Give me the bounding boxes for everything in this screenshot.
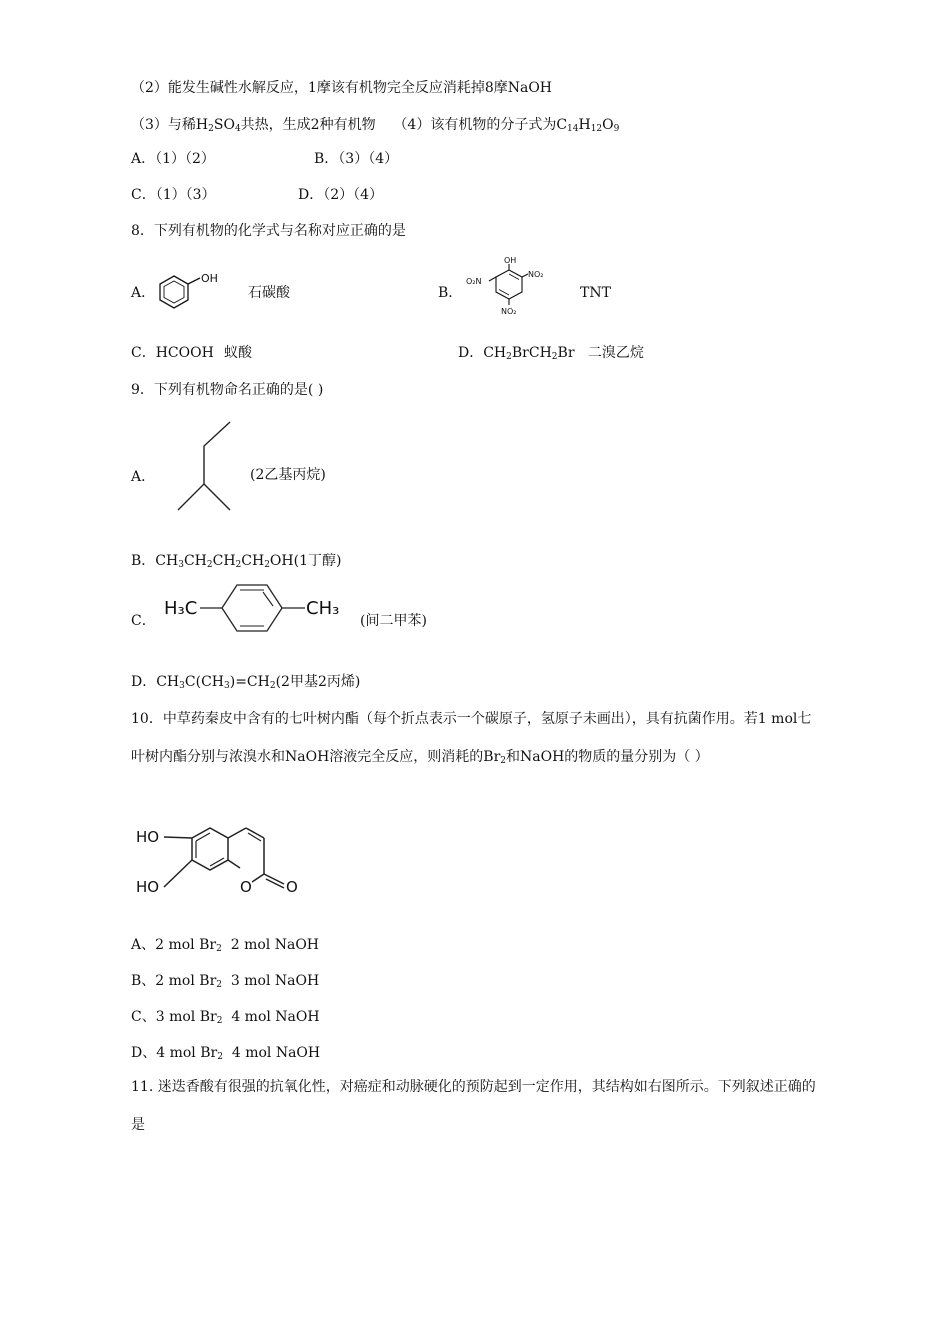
svg-text:OH: OH [201,272,218,285]
svg-text:CH₃: CH₃ [306,598,340,619]
esculetin-structure [134,824,314,904]
q9-option-c-name: (间二甲苯) [360,613,427,629]
q8-option-d: D．$CH_2BrCH_2Br$ 二溴乙烷 [458,345,644,362]
svg-text:NO₂: NO₂ [501,307,517,316]
q8-stem: 8．下列有机物的化学式与名称对应正确的是 [131,223,406,239]
q8-option-a-name: 石碳酸 [248,285,290,301]
skeletal-alkane-structure [170,418,240,516]
svg-text:O: O [286,878,298,896]
svg-text:HO: HO [136,828,160,846]
svg-text:O: O [240,878,252,896]
q10-option-a: A、2 mol $Br_2$ 2 mol NaOH [131,937,320,954]
svg-text:OH: OH [504,256,517,265]
q7-option-b: B．（3）（4） [314,151,399,167]
q8-option-b-label: B． [438,285,463,301]
q7-option-a: A．（1）（2） [131,151,215,167]
q7-item-2: （2）能发生碱性水解反应，1摩该有机物完全反应消耗掉8摩NaOH [131,80,553,96]
q9-option-a-label: A． [131,469,156,485]
q10-option-b: B、2 mol $Br_2$ 3 mol NaOH [131,973,320,990]
svg-text:NO₂: NO₂ [528,270,544,279]
q9-option-c-label: C． [131,613,156,629]
q8-option-c-name: 蚁酸 [224,345,252,361]
q7-item-3-4: （3）与稀$H_2SO_4$共热，生成2种有机物 （4）该有机物的分子式为$C_{14}H_{12}O_9$ [131,117,620,134]
svg-text:H₃C: H₃C [164,598,198,619]
xylene-structure [160,582,360,636]
q9-option-b: B．$CH_3CH_2CH_2CH_2OH(1$丁醇) [131,553,342,570]
q7-option-c: C．（1）（3） [131,187,216,203]
phenol-structure [158,272,228,320]
q9-option-d: D．$CH_3C(CH_3)=CH_2(2$甲基2丙烯) [131,674,361,691]
picric-acid-structure [464,256,554,320]
q9-stem: 9．下列有机物命名正确的是( ) [131,382,324,398]
q10-option-c: C、3 mol $Br_2$ 4 mol NaOH [131,1009,320,1026]
q8-option-a-label: A． [131,285,156,301]
q11-stem: 11. 迷迭香酸有很强的抗氧化性，对癌症和动脉硬化的预防起到一定作用，其结构如右图所示。下列叙述正确的是 [131,1079,816,1133]
svg-text:O₂N: O₂N [466,277,482,286]
q8-option-b-name: TNT [580,285,611,301]
q10-stem: 10．中草药秦皮中含有的七叶树内酯（每个折点表示一个碳原子，氢原子未画出），具有抗菌作用。若1 mol七叶树内酯分别与浓溴水和NaOH溶液完全反应，则消耗的$Br_2$和NaOH的物质的量分别为（ ） [131,711,812,766]
q7-option-d: D．（2）（4） [298,187,384,203]
q10-option-d: D、4 mol $Br_2$ 4 mol NaOH [131,1045,321,1062]
svg-text:HO: HO [136,878,160,896]
q8-option-c: C．HCOOH [131,345,214,361]
q9-option-a-name: (2乙基丙烷) [250,467,326,483]
